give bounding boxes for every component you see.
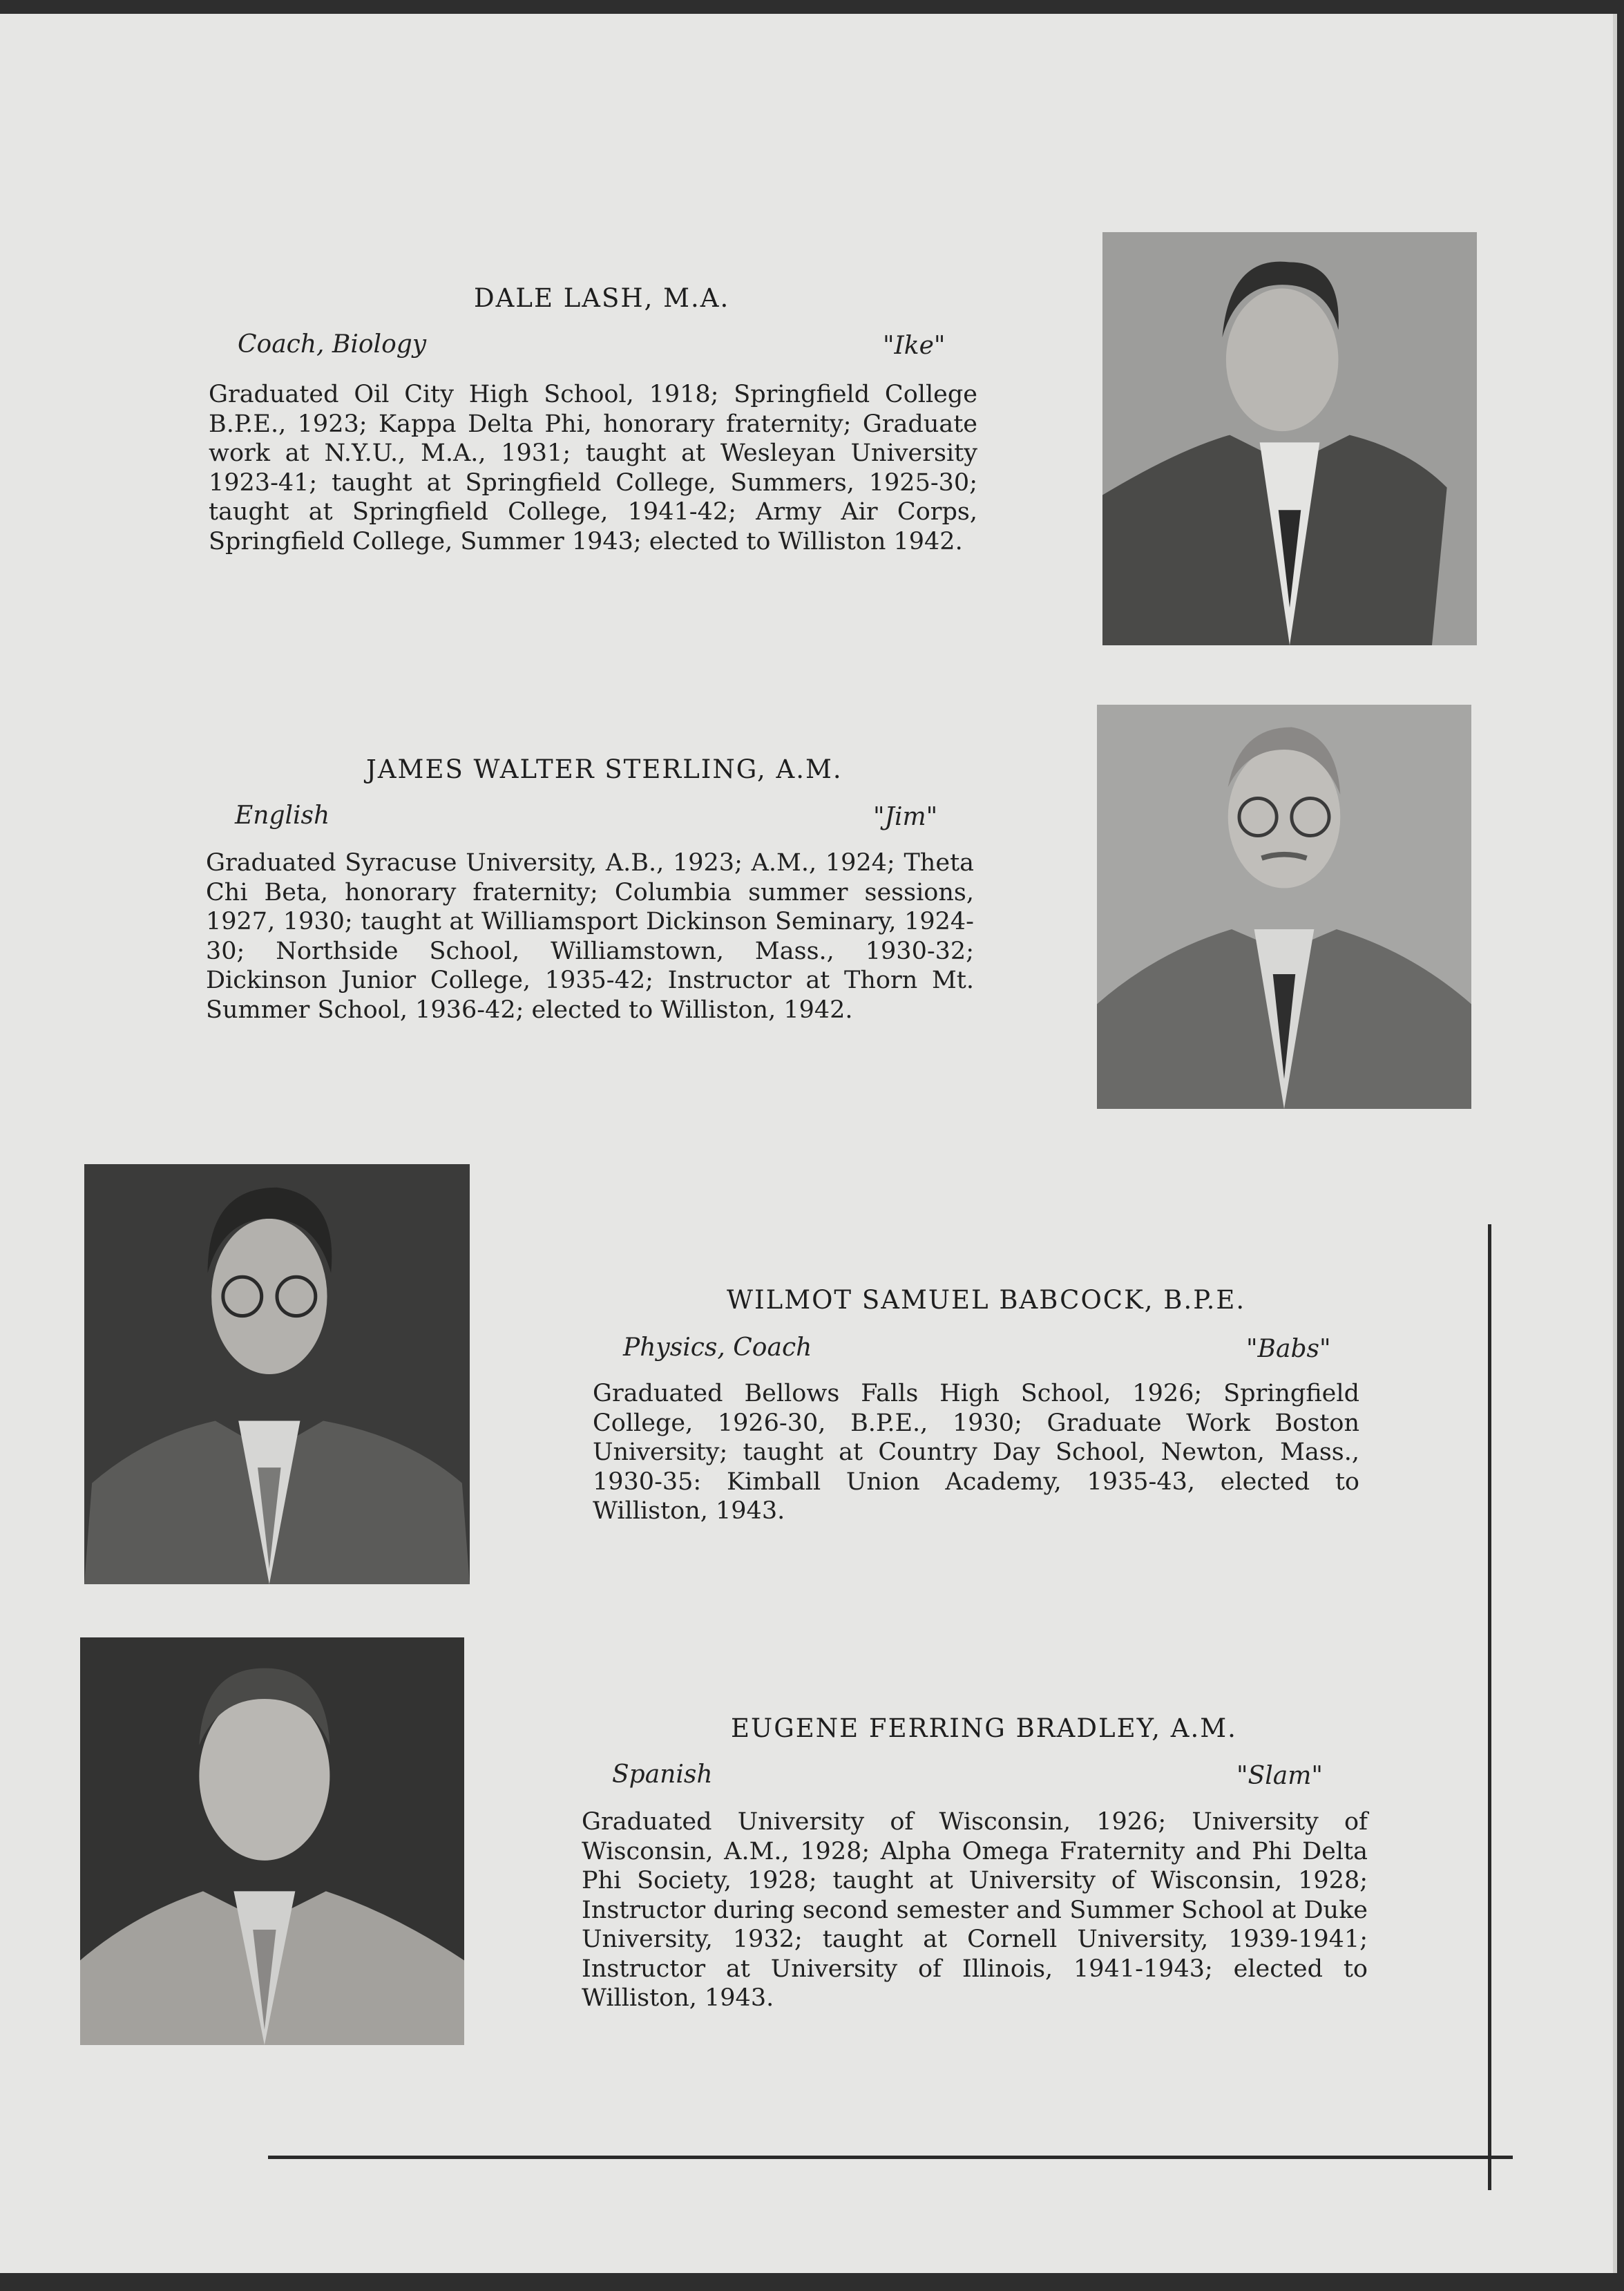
faculty-subject: Spanish xyxy=(612,1760,713,1789)
faculty-nickname: "Jim" xyxy=(873,803,938,831)
faculty-name: EUGENE FERRING BRADLEY, A.M. xyxy=(731,1713,1237,1743)
yearbook-page xyxy=(0,14,1617,2273)
faculty-portrait-photo xyxy=(84,1164,470,1584)
faculty-bio: Graduated University of Wisconsin, 1926; University of Wisconsin, A.M., 1928; Alpha Omega Fraternity and Phi Delta Phi Society, 1928; taught at University of Wisconsin, 1928; Instructor during second semester and Summer School at Duke University, 1932; taught at Cornell University, 1939-1941; Instructor at University of Illinois, 1941-1943; elected to Williston, 1943. xyxy=(582,1808,1368,2012)
faculty-nickname: "Babs" xyxy=(1246,1335,1331,1363)
faculty-portrait-photo xyxy=(80,1637,464,2045)
faculty-name: JAMES WALTER STERLING, A.M. xyxy=(366,754,843,784)
vertical-rule xyxy=(1488,1224,1491,2190)
faculty-subject: English xyxy=(235,801,330,830)
faculty-subject: Coach, Biology xyxy=(238,330,427,359)
faculty-bio: Graduated Oil City High School, 1918; Springfield College B.P.E., 1923; Kappa Delta Phi, honorary fraternity; Graduate work at N.Y.U., M.A., 1931; taught at Wesleyan University 1923-41; taught at Springfield College, Summers, 1925-30; taught at Springfield College, 1941-42; Army Air Corps, Springfield College, Summer 1943; elected to Williston 1942. xyxy=(209,381,977,555)
faculty-subject: Physics, Coach xyxy=(623,1333,812,1362)
faculty-nickname: "Ike" xyxy=(883,332,946,360)
faculty-bio: Graduated Syracuse University, A.B., 1923; A.M., 1924; Theta Chi Beta, honorary fraternity; Columbia summer sessions, 1927, 1930; taught at Williamsport Dickinson Seminary, 1924-30; Northside School, Williamstown, Mass., 1930-32; Dickinson Junior College, 1935-42; Instructor at Thorn Mt. Summer School, 1936-42; elected to Williston, 1942. xyxy=(206,849,974,1024)
faculty-nickname: "Slam" xyxy=(1236,1762,1323,1790)
faculty-name: WILMOT SAMUEL BABCOCK, B.P.E. xyxy=(727,1285,1246,1315)
horizontal-rule xyxy=(268,2156,1513,2159)
faculty-portrait-photo xyxy=(1102,232,1477,645)
faculty-bio: Graduated Bellows Falls High School, 1926; Springfield College, 1926-30, B.P.E., 1930; Graduate Work Boston University; taught at Country Day School, Newton, Mass., 1930-35: Kimball Union Academy, 1935-43, elected to Williston, 1943. xyxy=(593,1380,1359,1525)
faculty-name: DALE LASH, M.A. xyxy=(474,283,730,313)
faculty-portrait-photo xyxy=(1097,705,1471,1109)
